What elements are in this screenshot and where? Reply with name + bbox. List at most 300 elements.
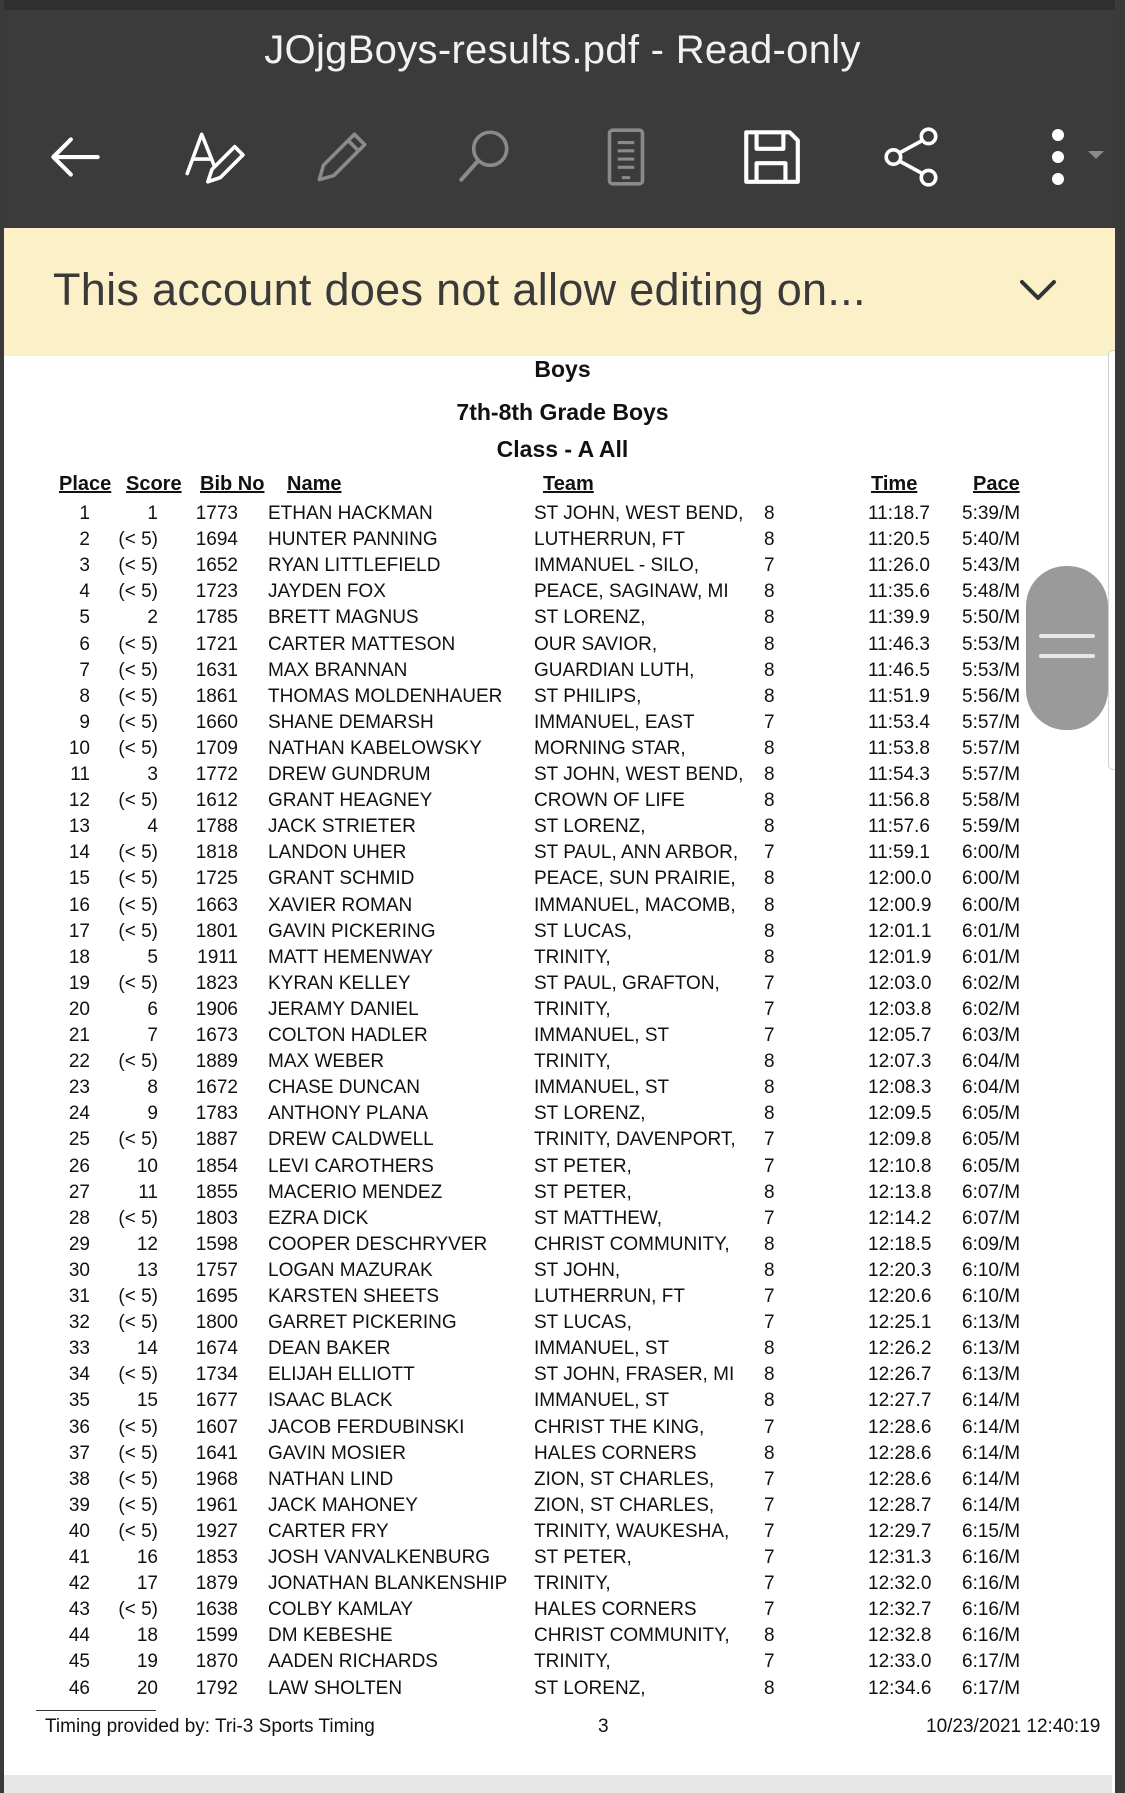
- column-pace: Pace: [973, 473, 1020, 495]
- table-row: [0, 1573, 1125, 1599]
- cell-time: 12:14.2: [868, 1207, 932, 1229]
- cell-place: 24: [68, 1103, 90, 1125]
- cell-time: 11:39.9: [868, 607, 930, 629]
- cell-bib: 1674: [195, 1338, 238, 1360]
- cell-bib: 1927: [195, 1520, 238, 1542]
- cell-place: 19: [68, 972, 90, 994]
- cell-place: 4: [79, 581, 90, 603]
- cell-name: LEVI CAROTHERS: [268, 1155, 434, 1177]
- cell-place: 32: [68, 1312, 90, 1334]
- cell-time: 12:18.5: [868, 1233, 932, 1255]
- cell-bib: 1785: [195, 607, 238, 629]
- frame-edge: [1115, 0, 1125, 1793]
- cell-bib: 1638: [195, 1599, 238, 1621]
- cell-bib: 1612: [195, 790, 238, 812]
- cell-grade: 8: [764, 1103, 775, 1125]
- cell-score: (< 5): [118, 1051, 158, 1073]
- cell-place: 27: [68, 1181, 90, 1203]
- app-bar: [0, 0, 1125, 228]
- toolbar: [0, 110, 1125, 200]
- cell-name: JAYDEN FOX: [268, 581, 386, 603]
- cell-grade: 8: [764, 737, 775, 759]
- cell-pace: 6:05/M: [962, 1155, 1021, 1177]
- table-row: [0, 686, 1125, 712]
- cell-bib: 1823: [195, 972, 238, 994]
- cell-time: 12:01.1: [868, 920, 932, 942]
- cell-name: XAVIER ROMAN: [268, 894, 413, 916]
- table-row: [0, 1625, 1125, 1651]
- banner-message: This account does not allow editing on...: [53, 264, 866, 315]
- cell-score: (< 5): [118, 1494, 158, 1516]
- table-row: [0, 1338, 1125, 1364]
- cell-time: 12:28.6: [868, 1442, 932, 1464]
- cell-pace: 6:02/M: [962, 998, 1021, 1020]
- cell-name: ANTHONY PLANA: [268, 1103, 429, 1125]
- cell-place: 25: [68, 1129, 90, 1151]
- cell-bib: 1672: [195, 1077, 238, 1099]
- cell-pace: 6:05/M: [962, 1129, 1021, 1151]
- cell-name: JERAMY DANIEL: [268, 998, 419, 1020]
- table-row: [0, 1312, 1125, 1338]
- cell-place: 37: [68, 1442, 90, 1464]
- share-icon: [879, 124, 945, 190]
- cell-score: (< 5): [118, 1520, 158, 1542]
- cell-time: 11:53.4: [868, 711, 930, 733]
- cell-pace: 5:57/M: [962, 737, 1021, 759]
- cell-name: LAW SHOLTEN: [268, 1677, 403, 1699]
- cell-pace: 6:10/M: [962, 1259, 1021, 1281]
- cell-name: GARRET PICKERING: [268, 1312, 457, 1334]
- cell-name: NATHAN KABELOWSKY: [268, 737, 482, 759]
- cell-grade: 8: [764, 1338, 775, 1360]
- table-row: [0, 1495, 1125, 1521]
- cell-name: KARSTEN SHEETS: [268, 1286, 440, 1307]
- table-row: [0, 607, 1125, 633]
- cell-pace: 6:13/M: [962, 1338, 1021, 1360]
- cell-place: 20: [68, 998, 90, 1020]
- cell-pace: 6:17/M: [962, 1677, 1021, 1699]
- cell-name: MAX WEBER: [268, 1051, 385, 1073]
- cell-grade: 8: [764, 1442, 775, 1464]
- cell-time: 12:32.7: [868, 1599, 932, 1621]
- cell-bib: 1721: [195, 633, 238, 655]
- cell-pace: 5:39/M: [962, 503, 1021, 524]
- cell-pace: 6:03/M: [962, 1025, 1021, 1046]
- cell-team: IMMANUEL, MACOMB,: [534, 894, 736, 916]
- cell-score: (< 5): [118, 1599, 158, 1621]
- page-view-button[interactable]: [586, 122, 666, 192]
- cell-time: 12:20.3: [868, 1259, 932, 1281]
- cell-pace: 5:53/M: [962, 659, 1021, 681]
- cell-bib: 1801: [195, 920, 238, 942]
- cell-place: 44: [68, 1625, 90, 1647]
- table-row: [0, 1051, 1125, 1077]
- cell-bib: 1818: [195, 842, 238, 864]
- cell-score: (< 5): [118, 711, 158, 733]
- table-row: [0, 581, 1125, 607]
- cell-score: 9: [147, 1103, 158, 1125]
- cell-score: 17: [136, 1573, 158, 1595]
- cell-name: ETHAN HACKMAN: [268, 503, 433, 524]
- cell-pace: 6:00/M: [962, 894, 1021, 916]
- cell-name: CHASE DUNCAN: [268, 1077, 421, 1099]
- table-row: [0, 1364, 1125, 1390]
- cell-team: ST LUCAS,: [534, 920, 632, 942]
- cell-time: 12:20.6: [868, 1286, 932, 1307]
- cell-name: MACERIO MENDEZ: [268, 1181, 443, 1203]
- cell-pace: 5:56/M: [962, 685, 1021, 707]
- cell-grade: 7: [764, 842, 775, 864]
- cell-name: ISAAC BLACK: [268, 1390, 393, 1412]
- cell-score: (< 5): [118, 1207, 158, 1229]
- cell-team: ST JOHN, WEST BEND,: [534, 764, 744, 785]
- cell-place: 1: [79, 503, 90, 524]
- cell-time: 12:09.8: [868, 1129, 932, 1151]
- table-row: [0, 1234, 1125, 1260]
- cell-score: 5: [147, 946, 158, 968]
- cell-team: LUTHERRUN, FT: [534, 529, 685, 551]
- cell-score: 15: [136, 1390, 158, 1412]
- cell-grade: 8: [764, 529, 775, 551]
- cell-bib: 1853: [195, 1547, 238, 1568]
- table-row: [0, 1260, 1125, 1286]
- cell-score: (< 5): [118, 685, 158, 707]
- table-row: [0, 1025, 1125, 1051]
- table-row: [0, 1129, 1125, 1155]
- cell-score: 11: [138, 1181, 158, 1203]
- cell-grade: 7: [764, 1286, 775, 1307]
- cell-time: 12:03.0: [868, 972, 932, 994]
- column-score: Score: [126, 473, 182, 495]
- cell-place: 17: [68, 920, 90, 942]
- cell-time: 11:51.9: [868, 685, 930, 707]
- table-row: [0, 1077, 1125, 1103]
- share-button[interactable]: [872, 122, 952, 192]
- cell-bib: 1961: [195, 1494, 238, 1516]
- cell-score: 8: [147, 1077, 158, 1099]
- cell-pace: 6:01/M: [962, 920, 1021, 942]
- cell-grade: 7: [764, 1129, 775, 1151]
- cell-time: 11:20.5: [868, 529, 930, 551]
- column-place: Place: [59, 473, 112, 495]
- cell-time: 11:26.0: [868, 555, 930, 577]
- table-row: [0, 1390, 1125, 1416]
- cell-name: RYAN LITTLEFIELD: [268, 555, 441, 577]
- column-time: Time: [871, 473, 918, 495]
- cell-grade: 8: [764, 1077, 775, 1099]
- cell-place: 6: [79, 633, 90, 655]
- cell-grade: 7: [764, 1155, 775, 1177]
- cell-name: DREW GUNDRUM: [268, 764, 431, 785]
- table-row: [0, 999, 1125, 1025]
- cell-name: GRANT HEAGNEY: [268, 790, 433, 812]
- table-row: [0, 868, 1125, 894]
- chevron-down-icon[interactable]: [1010, 262, 1066, 318]
- table-row: [0, 1417, 1125, 1443]
- table-row: [0, 921, 1125, 947]
- cell-name: COLBY KAMLAY: [268, 1599, 414, 1621]
- cell-time: 11:35.6: [868, 581, 930, 603]
- grip-line: [1039, 654, 1095, 658]
- cell-team: IMMANUEL, ST: [534, 1025, 670, 1046]
- cell-grade: 8: [764, 946, 775, 968]
- page-view-icon: [593, 124, 659, 190]
- cell-bib: 1800: [195, 1312, 238, 1334]
- cell-score: (< 5): [118, 868, 158, 890]
- cell-team: PEACE, SAGINAW, MI: [534, 581, 729, 603]
- cell-place: 9: [79, 711, 90, 733]
- cell-name: ELIJAH ELLIOTT: [268, 1364, 415, 1386]
- cell-time: 12:00.0: [868, 868, 932, 890]
- cell-place: 22: [68, 1051, 90, 1073]
- cell-place: 10: [68, 737, 90, 759]
- cell-team: ST LORENZ,: [534, 1677, 646, 1699]
- cell-time: 11:53.8: [868, 737, 930, 759]
- cell-place: 16: [68, 894, 90, 916]
- cell-team: IMMANUEL, ST: [534, 1077, 670, 1099]
- table-row: [0, 503, 1125, 529]
- cell-grade: 8: [764, 659, 775, 681]
- cell-score: (< 5): [118, 920, 158, 942]
- cell-grade: 8: [764, 1259, 775, 1281]
- cell-team: CHRIST THE KING,: [534, 1416, 705, 1438]
- cell-bib: 1598: [195, 1233, 238, 1255]
- cell-pace: 6:16/M: [962, 1547, 1021, 1568]
- cell-pace: 6:01/M: [962, 946, 1021, 968]
- cell-name: CARTER MATTESON: [268, 633, 456, 655]
- cell-grade: 7: [764, 555, 775, 577]
- cell-team: ST PAUL, GRAFTON,: [534, 972, 720, 994]
- cell-place: 39: [68, 1494, 90, 1516]
- cell-pace: 6:04/M: [962, 1077, 1021, 1099]
- cell-place: 29: [68, 1233, 90, 1255]
- cell-pace: 6:07/M: [962, 1181, 1021, 1203]
- cell-score: 16: [136, 1547, 158, 1568]
- cell-time: 11:59.1: [868, 842, 930, 864]
- cell-time: 11:57.6: [868, 816, 930, 838]
- cell-place: 5: [79, 607, 90, 629]
- cell-name: THOMAS MOLDENHAUER: [268, 685, 503, 707]
- cell-grade: 7: [764, 1520, 775, 1542]
- cell-place: 36: [68, 1416, 90, 1438]
- cell-score: (< 5): [118, 1312, 158, 1334]
- cell-bib: 1906: [195, 998, 238, 1020]
- cell-time: 12:28.6: [868, 1416, 932, 1438]
- table-row: [0, 973, 1125, 999]
- cell-bib: 1663: [195, 894, 238, 916]
- cell-pace: 6:14/M: [962, 1468, 1021, 1490]
- cell-pace: 5:40/M: [962, 529, 1021, 551]
- cell-team: ST JOHN, WEST BEND,: [534, 503, 744, 524]
- cell-grade: 7: [764, 711, 775, 733]
- footer-timestamp: 10/23/2021 12:40:19: [926, 1716, 1101, 1737]
- cell-grade: 7: [764, 998, 775, 1020]
- cell-pace: 6:14/M: [962, 1442, 1021, 1464]
- footer-page-number: 3: [598, 1716, 609, 1737]
- cell-time: 11:18.7: [868, 503, 930, 524]
- cell-grade: 8: [764, 764, 775, 785]
- cell-grade: 7: [764, 1207, 775, 1229]
- cell-place: 35: [68, 1390, 90, 1412]
- cell-team: IMMANUEL, ST: [534, 1390, 670, 1412]
- cell-team: TRINITY,: [534, 1051, 611, 1073]
- scrollbar-thumb[interactable]: [1026, 566, 1108, 730]
- cell-name: KYRAN KELLEY: [268, 972, 411, 994]
- cell-team: ZION, ST CHARLES,: [534, 1468, 715, 1490]
- table-row: [0, 764, 1125, 790]
- more-options-button[interactable]: [1018, 122, 1118, 192]
- cell-score: (< 5): [118, 1416, 158, 1438]
- cell-score: (< 5): [118, 894, 158, 916]
- draw-button[interactable]: [302, 122, 382, 192]
- cell-grade: 8: [764, 1677, 775, 1699]
- cell-bib: 1772: [195, 764, 238, 785]
- cell-team: CHRIST COMMUNITY,: [534, 1233, 730, 1255]
- cell-pace: 6:02/M: [962, 972, 1021, 994]
- cell-score: 6: [147, 998, 158, 1020]
- page-edge: [4, 1775, 1112, 1793]
- cell-place: 12: [68, 790, 90, 812]
- cell-grade: 8: [764, 633, 775, 655]
- cell-name: GAVIN PICKERING: [268, 920, 436, 942]
- cell-name: DEAN BAKER: [268, 1338, 391, 1360]
- cell-time: 12:01.9: [868, 946, 932, 968]
- save-button[interactable]: [731, 122, 811, 192]
- cell-place: 23: [68, 1077, 90, 1099]
- cell-name: LANDON UHER: [268, 842, 407, 864]
- cell-place: 34: [68, 1364, 90, 1386]
- table-row: [0, 660, 1125, 686]
- cell-name: AADEN RICHARDS: [268, 1651, 438, 1673]
- cell-pace: 6:05/M: [962, 1103, 1021, 1125]
- cell-score: (< 5): [118, 1364, 158, 1386]
- cell-team: ST PHILIPS,: [534, 685, 642, 707]
- cell-grade: 8: [764, 1181, 775, 1203]
- cell-time: 12:03.8: [868, 998, 932, 1020]
- cell-team: GUARDIAN LUTH,: [534, 659, 695, 681]
- cell-grade: 7: [764, 1025, 775, 1046]
- cell-team: TRINITY, DAVENPORT,: [534, 1129, 736, 1151]
- cell-team: IMMANUEL - SILO,: [534, 555, 700, 577]
- cell-name: DREW CALDWELL: [268, 1129, 434, 1151]
- cell-place: 15: [68, 868, 90, 890]
- cell-time: 11:56.8: [868, 790, 930, 812]
- cell-bib: 1854: [195, 1155, 238, 1177]
- cell-time: 12:26.7: [868, 1364, 932, 1386]
- cell-grade: 8: [764, 1233, 775, 1255]
- cell-score: 18: [136, 1625, 158, 1647]
- cell-time: 12:29.7: [868, 1520, 932, 1542]
- cell-pace: 5:43/M: [962, 555, 1021, 577]
- cell-place: 21: [68, 1025, 90, 1046]
- table-row: [0, 1469, 1125, 1495]
- cell-bib: 1870: [195, 1651, 238, 1673]
- cell-team: ST PETER,: [534, 1155, 632, 1177]
- cell-grade: 8: [764, 868, 775, 890]
- cell-place: 30: [68, 1259, 90, 1281]
- table-row: [0, 816, 1125, 842]
- cell-team: TRINITY, WAUKESHA,: [534, 1520, 730, 1542]
- cell-bib: 1695: [195, 1286, 238, 1307]
- cell-bib: 1631: [195, 659, 238, 681]
- cell-grade: 7: [764, 1494, 775, 1516]
- cell-pace: 5:48/M: [962, 581, 1021, 603]
- cell-place: 40: [68, 1520, 90, 1542]
- cell-time: 11:46.3: [868, 633, 930, 655]
- table-row: [0, 1156, 1125, 1182]
- cell-pace: 6:14/M: [962, 1390, 1021, 1412]
- report-class: Class - A All: [496, 436, 629, 462]
- cell-pace: 5:57/M: [962, 711, 1021, 733]
- cell-team: ST PAUL, ANN ARBOR,: [534, 842, 739, 864]
- cell-bib: 1709: [195, 737, 238, 759]
- grip-line: [1039, 634, 1095, 638]
- cell-pace: 6:10/M: [962, 1286, 1021, 1307]
- cell-grade: 8: [764, 503, 775, 524]
- cell-pace: 6:00/M: [962, 842, 1021, 864]
- cell-name: GAVIN MOSIER: [268, 1442, 406, 1464]
- cell-place: 38: [68, 1468, 90, 1490]
- cell-pace: 5:59/M: [962, 816, 1021, 838]
- cell-time: 12:28.7: [868, 1494, 932, 1516]
- cell-pace: 5:57/M: [962, 764, 1021, 785]
- more-options-icon: [1018, 124, 1118, 190]
- table-row: [0, 1103, 1125, 1129]
- cell-pace: 6:14/M: [962, 1416, 1021, 1438]
- cell-grade: 7: [764, 1547, 775, 1568]
- table-row: [0, 634, 1125, 660]
- cell-team: ST PETER,: [534, 1547, 632, 1568]
- search-icon: [451, 124, 517, 190]
- cell-name: JOSH VANVALKENBURG: [268, 1547, 491, 1568]
- cell-place: 3: [79, 555, 90, 577]
- column-name: Name: [287, 473, 342, 495]
- cell-name: LOGAN MAZURAK: [268, 1259, 433, 1281]
- text-format-icon: [179, 124, 245, 190]
- back-button[interactable]: [35, 122, 115, 192]
- cell-time: 12:13.8: [868, 1181, 932, 1203]
- read-only-banner[interactable]: [0, 228, 1125, 356]
- cell-grade: 7: [764, 1573, 775, 1595]
- cell-team: ST JOHN,: [534, 1259, 621, 1281]
- cell-score: (< 5): [118, 581, 158, 603]
- cell-score: 10: [136, 1155, 158, 1177]
- cell-score: 14: [136, 1338, 158, 1360]
- cell-bib: 1887: [195, 1129, 238, 1151]
- cell-time: 12:33.0: [868, 1651, 932, 1673]
- cell-time: 11:46.5: [868, 659, 930, 681]
- table-row: [0, 947, 1125, 973]
- cell-score: (< 5): [118, 633, 158, 655]
- cell-team: OUR SAVIOR,: [534, 633, 658, 655]
- cell-time: 12:08.3: [868, 1077, 932, 1099]
- search-button[interactable]: [444, 122, 524, 192]
- cell-name: SHANE DEMARSH: [268, 711, 434, 733]
- cell-time: 12:34.6: [868, 1677, 932, 1699]
- cell-bib: 1968: [195, 1468, 238, 1490]
- cell-pace: 6:13/M: [962, 1312, 1021, 1334]
- cell-bib: 1599: [195, 1625, 238, 1647]
- cell-score: (< 5): [118, 659, 158, 681]
- cell-grade: 8: [764, 1051, 775, 1073]
- cell-name: JONATHAN BLANKENSHIP: [268, 1573, 508, 1595]
- cell-place: 13: [68, 816, 90, 838]
- text-format-button[interactable]: [172, 122, 252, 192]
- cell-place: 2: [79, 529, 90, 551]
- cell-bib: 1792: [195, 1677, 238, 1699]
- cell-grade: 8: [764, 607, 775, 629]
- cell-team: HALES CORNERS: [534, 1442, 697, 1464]
